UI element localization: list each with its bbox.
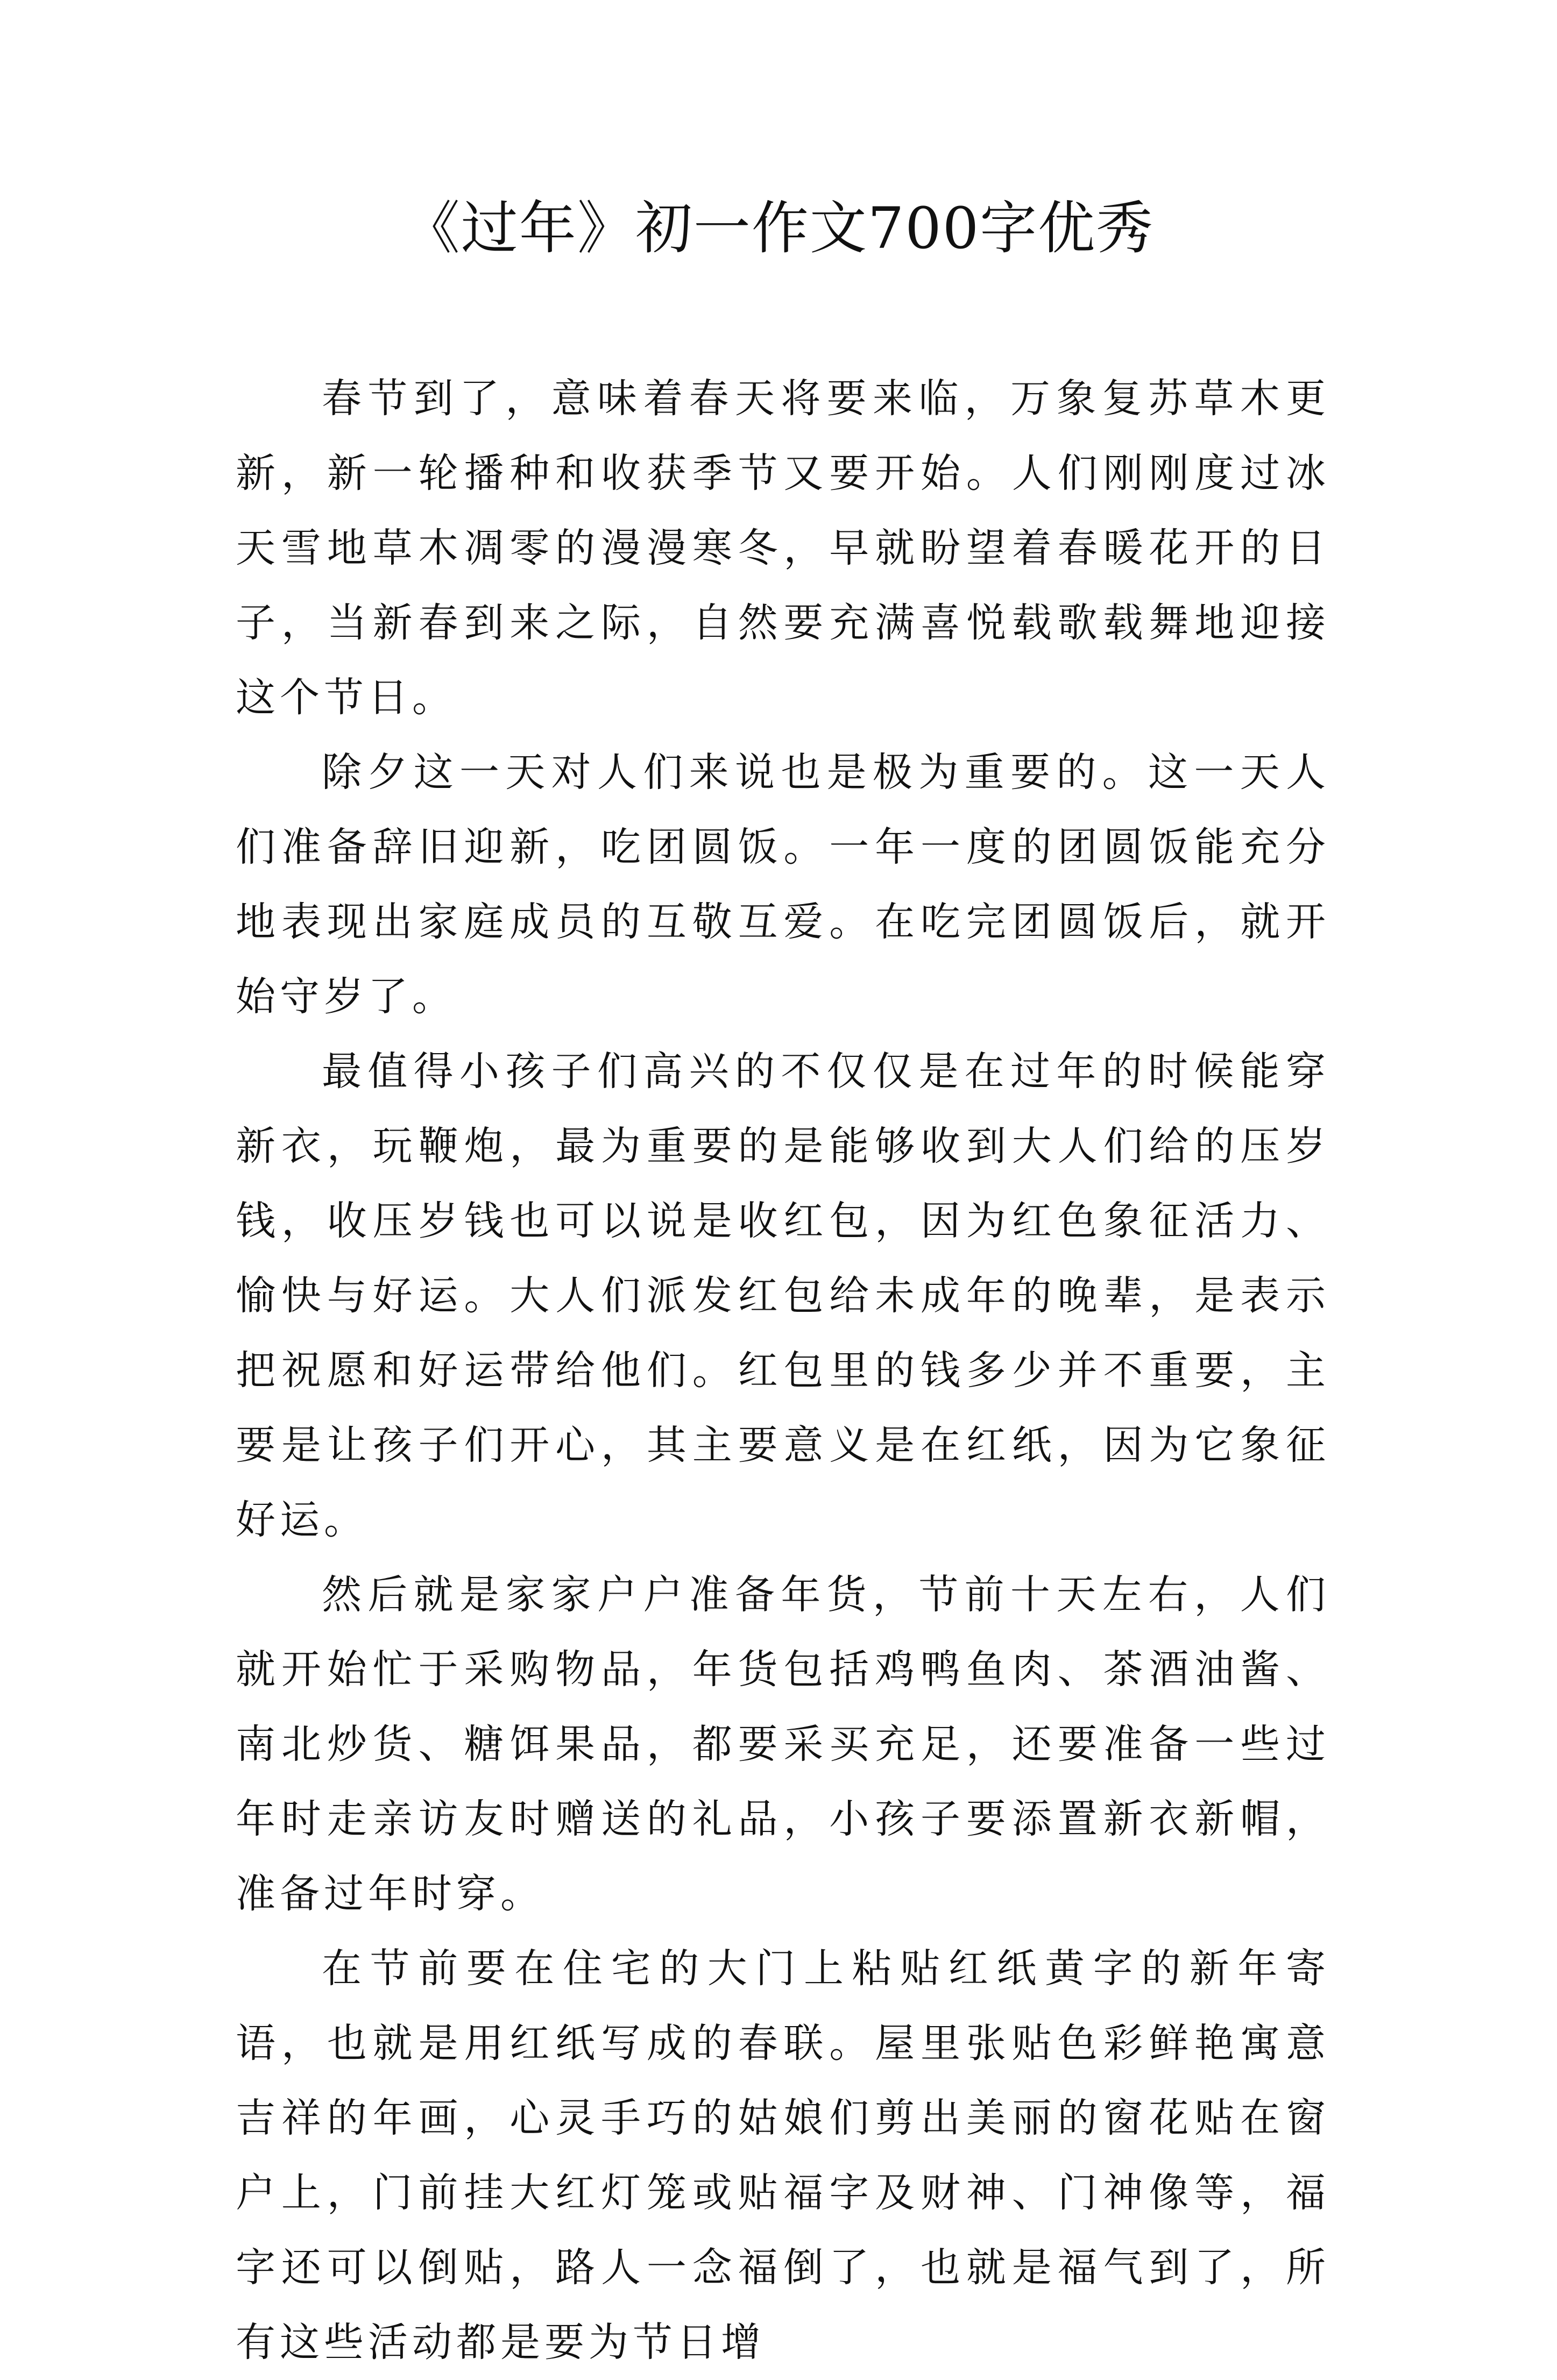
page-title: 《过年》初一作文700字优秀	[402, 195, 1155, 261]
paragraph-4: 然后就是家家户户准备年货，节前十天左右，人们就开始忙于采购物品，年货包括鸡鸭鱼肉、茶酒油酱、南北炒货、糖饵果品，都要采买充足，还要准备一些过年时走亲访友时赠送的礼品，小孩子要添置新衣新帽，准备过年时穿。	[236, 1572, 1330, 1917]
paragraph-3: 最值得小孩子们高兴的不仅仅是在过年的时候能穿新衣，玩鞭炮，最为重要的是能够收到大人们给的压岁钱，收压岁钱也可以说是收红包，因为红色象征活力、愉快与好运。大人们派发红包给未成年的晚辈，是表示把祝愿和好运带给他们。红包里的钱多少并不重要，主要是让孩子们开心，其主要意义是在红纸，因为它象征好运。	[236, 1048, 1330, 1543]
paragraph-1: 春节到了，意味着春天将要来临，万象复苏草木更新，新一轮播种和收获季节又要开始。人们刚刚度过冰天雪地草木凋零的漫漫寒冬，早就盼望着春暖花开的日子，当新春到来之际，自然要充满喜悦载歌载舞地迎接这个节日。	[236, 375, 1330, 721]
essay-body	[236, 361, 1330, 2380]
paragraph-5: 在节前要在住宅的大门上粘贴红纸黄字的新年寄语，也就是用红纸写成的春联。屋里张贴色彩鲜艳寓意吉祥的年画，心灵手巧的姑娘们剪出美丽的窗花贴在窗户上，门前挂大红灯笼或贴福字及财神、门神像等，福字还可以倒贴，路人一念福倒了，也就是福气到了，所有这些活动都是要为节日增	[236, 1945, 1330, 2365]
paragraph-2: 除夕这一天对人们来说也是极为重要的。这一天人们准备辞旧迎新，吃团圆饭。一年一度的团圆饭能充分地表现出家庭成员的互敬互爱。在吃完团圆饭后，就开始守岁了。	[236, 749, 1330, 1020]
